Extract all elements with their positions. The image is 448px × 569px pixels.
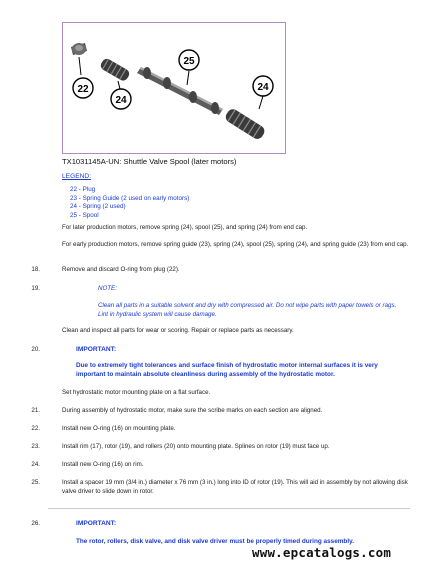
step-20-number: 20. xyxy=(31,346,40,353)
step-22-text: Install new O-ring (16) on mounting plate. xyxy=(62,425,176,432)
step-18-number: 18. xyxy=(31,266,40,273)
important-text: Due to extremely tight tolerances and surface finish of hydrostatic motor internal surfaces it is very important to maintain absolute cleanliness during assembly of the hydrostatic motor. xyxy=(76,362,378,378)
svg-text:24: 24 xyxy=(257,82,269,93)
step-21-text: During assembly of hydrostatic motor, make sure the scribe marks on each section are aligned. xyxy=(62,407,323,414)
svg-text:25: 25 xyxy=(183,56,195,67)
watermark-text: www.epcatalogs.com xyxy=(252,545,392,560)
step-23-number: 23. xyxy=(31,443,40,450)
svg-text:24: 24 xyxy=(115,95,127,106)
step-19-after-text: Clean and inspect all parts for wear or scoring. Repair or replace parts as necessary. xyxy=(62,327,294,334)
legend-item: 24 - Spring (2 used) xyxy=(70,203,126,211)
callout-24-left xyxy=(111,89,131,109)
svg-text:22: 22 xyxy=(77,84,89,95)
note-text: Clean all parts in a suitable solvent and dry with compressed air. Do not wipe parts with paper towels or rags. Lint in hydraulic system will cause damage. xyxy=(98,302,397,318)
step-24-number: 24. xyxy=(31,461,40,468)
step-21-number: 21. xyxy=(31,407,40,414)
callout-24-right xyxy=(253,76,273,96)
step-25-text: Install a spacer 19 mm (3/4 in.) diameter x 76 mm (3 in.) long into ID of rotor (19). This will aid in assembly by not allowing disk valve driver to slide down in rotor. xyxy=(62,479,408,495)
important-label-26: IMPORTANT: xyxy=(76,520,117,527)
step-25-number: 25. xyxy=(31,479,40,486)
step-19-number: 19. xyxy=(31,285,40,292)
step-23-text: Install rim (17), rotor (19), and rollers (20) onto mounting plate. Splines on rotor (19) must face up. xyxy=(62,443,330,450)
divider xyxy=(48,508,410,509)
figure-caption: TX1031145A-UN: Shuttle Valve Spool (later motors) xyxy=(62,157,237,166)
spring-part-right xyxy=(224,107,267,141)
legend-item: 25 - Spool xyxy=(70,211,99,219)
paragraph-later-motors: For later production motors, remove spring (24), spool (25), and spring (24) from end cap. xyxy=(62,224,308,231)
step-20-after-text: Set hydrostatic motor mounting plate on a flat surface. xyxy=(62,389,211,396)
step-18-text: Remove and discard O-ring from plug (22). xyxy=(62,266,180,273)
shuttle-valve-illustration xyxy=(63,23,285,153)
plug-part xyxy=(71,43,87,55)
note-label: NOTE: xyxy=(98,285,117,292)
step-26-number: 26. xyxy=(31,520,40,527)
spring-part-left xyxy=(99,57,131,82)
callout-22 xyxy=(73,78,93,98)
parts-figure xyxy=(62,22,286,154)
spool-part xyxy=(137,67,223,115)
important-label: IMPORTANT: xyxy=(76,346,117,353)
step-22-number: 22. xyxy=(31,425,40,432)
important-text-26: The rotor, rollers, disk valve, and disk valve driver must be properly timed during assembly. xyxy=(76,538,354,545)
step-24-text: Install new O-ring (16) on rim. xyxy=(62,461,144,468)
legend-list xyxy=(70,186,189,220)
legend-item: 22 - Plug xyxy=(70,186,96,193)
callout-25 xyxy=(179,50,199,70)
legend-title[interactable]: LEGEND: xyxy=(62,173,91,180)
legend-item: 23 - Spring Guide (2 used on early motors) xyxy=(70,194,190,202)
paragraph-early-motors: For early production motors, remove spring guide (23), spring (24), spool (25), spring (24), and spring guide (23) from end cap. xyxy=(62,241,409,248)
